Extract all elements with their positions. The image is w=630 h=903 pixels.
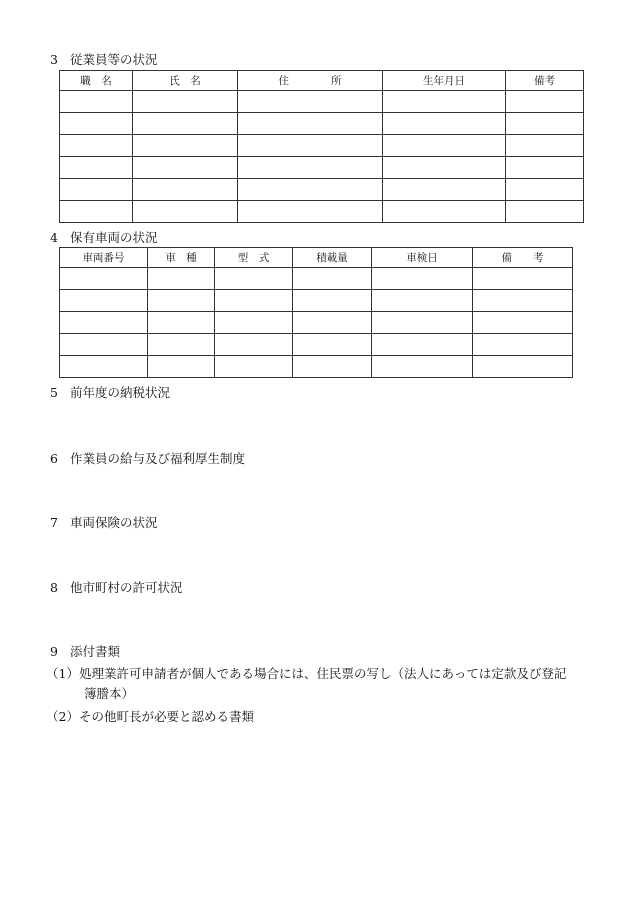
table-cell[interactable] <box>372 356 473 378</box>
table-row <box>60 312 573 334</box>
section-7-heading <box>50 516 158 530</box>
table-cell[interactable] <box>293 356 372 378</box>
section-number: 7 <box>50 515 58 530</box>
table-cell[interactable] <box>293 334 372 356</box>
table-cell[interactable] <box>473 268 573 290</box>
table-cell[interactable] <box>215 268 293 290</box>
table-cell[interactable] <box>148 268 215 290</box>
list-item-text: 処理業許可申請者が個人である場合には、住民票の写し（法人にあっては定款及び登記 <box>78 666 567 681</box>
table-cell[interactable] <box>506 135 584 157</box>
section-number: 9 <box>50 644 58 659</box>
table-cell[interactable] <box>215 290 293 312</box>
table-cell[interactable] <box>383 179 506 201</box>
section-number: 4 <box>50 230 58 245</box>
table-cell[interactable] <box>506 113 584 135</box>
vehicles-table <box>59 247 573 378</box>
table-cell[interactable] <box>133 135 238 157</box>
table-cell[interactable] <box>506 179 584 201</box>
table-cell[interactable] <box>60 312 148 334</box>
table-cell[interactable] <box>372 312 473 334</box>
header-cell-name: 氏 名 <box>133 71 238 91</box>
table-cell[interactable] <box>215 312 293 334</box>
section-number: 5 <box>50 385 58 400</box>
table-row <box>60 334 573 356</box>
table-row <box>60 135 584 157</box>
table-cell[interactable] <box>506 157 584 179</box>
table-cell[interactable] <box>473 312 573 334</box>
header-cell-load-capacity: 積載量 <box>293 248 372 268</box>
attachment-item-1 <box>46 665 566 683</box>
header-cell-model: 型 式 <box>215 248 293 268</box>
table-cell[interactable] <box>238 135 383 157</box>
table-cell[interactable] <box>60 268 148 290</box>
section-number: 3 <box>50 52 58 67</box>
attachment-item-2 <box>46 708 254 726</box>
table-header-row <box>60 248 573 268</box>
table-cell[interactable] <box>60 91 133 113</box>
table-cell[interactable] <box>215 334 293 356</box>
list-marker: （2） <box>46 709 79 724</box>
header-cell-vehicle-type: 車 種 <box>148 248 215 268</box>
header-cell-inspection-date: 車検日 <box>372 248 473 268</box>
table-cell[interactable] <box>372 290 473 312</box>
table-cell[interactable] <box>293 290 372 312</box>
table-row <box>60 201 584 223</box>
list-item-text: 簿謄本） <box>84 686 135 701</box>
table-cell[interactable] <box>473 356 573 378</box>
table-cell[interactable] <box>60 356 148 378</box>
table-cell[interactable] <box>60 135 133 157</box>
table-cell[interactable] <box>383 113 506 135</box>
section-title: 作業員の給与及び福利厚生制度 <box>70 451 246 466</box>
table-cell[interactable] <box>133 157 238 179</box>
header-cell-address: 住 所 <box>238 71 383 91</box>
table-row <box>60 268 573 290</box>
table-cell[interactable] <box>148 290 215 312</box>
table-cell[interactable] <box>133 91 238 113</box>
table-cell[interactable] <box>506 201 584 223</box>
table-cell[interactable] <box>383 157 506 179</box>
table-cell[interactable] <box>60 290 148 312</box>
table-cell[interactable] <box>133 201 238 223</box>
section-3-heading <box>50 53 158 67</box>
table-cell[interactable] <box>383 91 506 113</box>
table-header-row <box>60 71 584 91</box>
table-cell[interactable] <box>148 356 215 378</box>
section-title: 車両保険の状況 <box>70 515 158 530</box>
table-cell[interactable] <box>238 113 383 135</box>
table-cell[interactable] <box>238 179 383 201</box>
section-title: 前年度の納税状況 <box>70 385 171 400</box>
section-number: 8 <box>50 580 58 595</box>
table-row <box>60 113 584 135</box>
table-cell[interactable] <box>60 157 133 179</box>
employees-table <box>59 70 584 223</box>
list-marker: （1） <box>46 666 79 681</box>
table-cell[interactable] <box>506 91 584 113</box>
section-number: 6 <box>50 451 58 466</box>
table-cell[interactable] <box>473 290 573 312</box>
section-title: 他市町村の許可状況 <box>70 580 183 595</box>
table-cell[interactable] <box>238 91 383 113</box>
header-cell-remarks: 備考 <box>506 71 584 91</box>
header-cell-vehicle-number: 車両番号 <box>60 248 148 268</box>
list-item-text: その他町長が必要と認める書類 <box>78 709 254 724</box>
table-cell[interactable] <box>60 201 133 223</box>
table-cell[interactable] <box>238 157 383 179</box>
table-cell[interactable] <box>148 334 215 356</box>
section-title: 保有車両の状況 <box>70 230 158 245</box>
table-cell[interactable] <box>60 179 133 201</box>
table-cell[interactable] <box>293 268 372 290</box>
table-cell[interactable] <box>372 334 473 356</box>
section-8-heading <box>50 581 183 595</box>
table-cell[interactable] <box>60 113 133 135</box>
table-row <box>60 157 584 179</box>
section-9-heading <box>50 645 120 659</box>
table-row <box>60 356 573 378</box>
table-cell[interactable] <box>383 135 506 157</box>
table-cell[interactable] <box>133 113 238 135</box>
section-5-heading <box>50 386 170 400</box>
section-4-heading <box>50 231 158 245</box>
table-cell[interactable] <box>383 201 506 223</box>
section-6-heading <box>50 452 245 466</box>
attachment-item-1-continuation <box>84 685 134 703</box>
table-row <box>60 290 573 312</box>
header-cell-remarks: 備 考 <box>473 248 573 268</box>
table-cell[interactable] <box>215 356 293 378</box>
table-cell[interactable] <box>473 334 573 356</box>
table-cell[interactable] <box>60 334 148 356</box>
table-cell[interactable] <box>293 312 372 334</box>
section-title: 従業員等の状況 <box>70 52 158 67</box>
table-cell[interactable] <box>238 201 383 223</box>
table-cell[interactable] <box>372 268 473 290</box>
table-row <box>60 179 584 201</box>
table-cell[interactable] <box>148 312 215 334</box>
section-title: 添付書類 <box>70 644 121 659</box>
header-cell-job-title: 職 名 <box>60 71 133 91</box>
table-cell[interactable] <box>133 179 238 201</box>
table-row <box>60 91 584 113</box>
header-cell-birthdate: 生年月日 <box>383 71 506 91</box>
